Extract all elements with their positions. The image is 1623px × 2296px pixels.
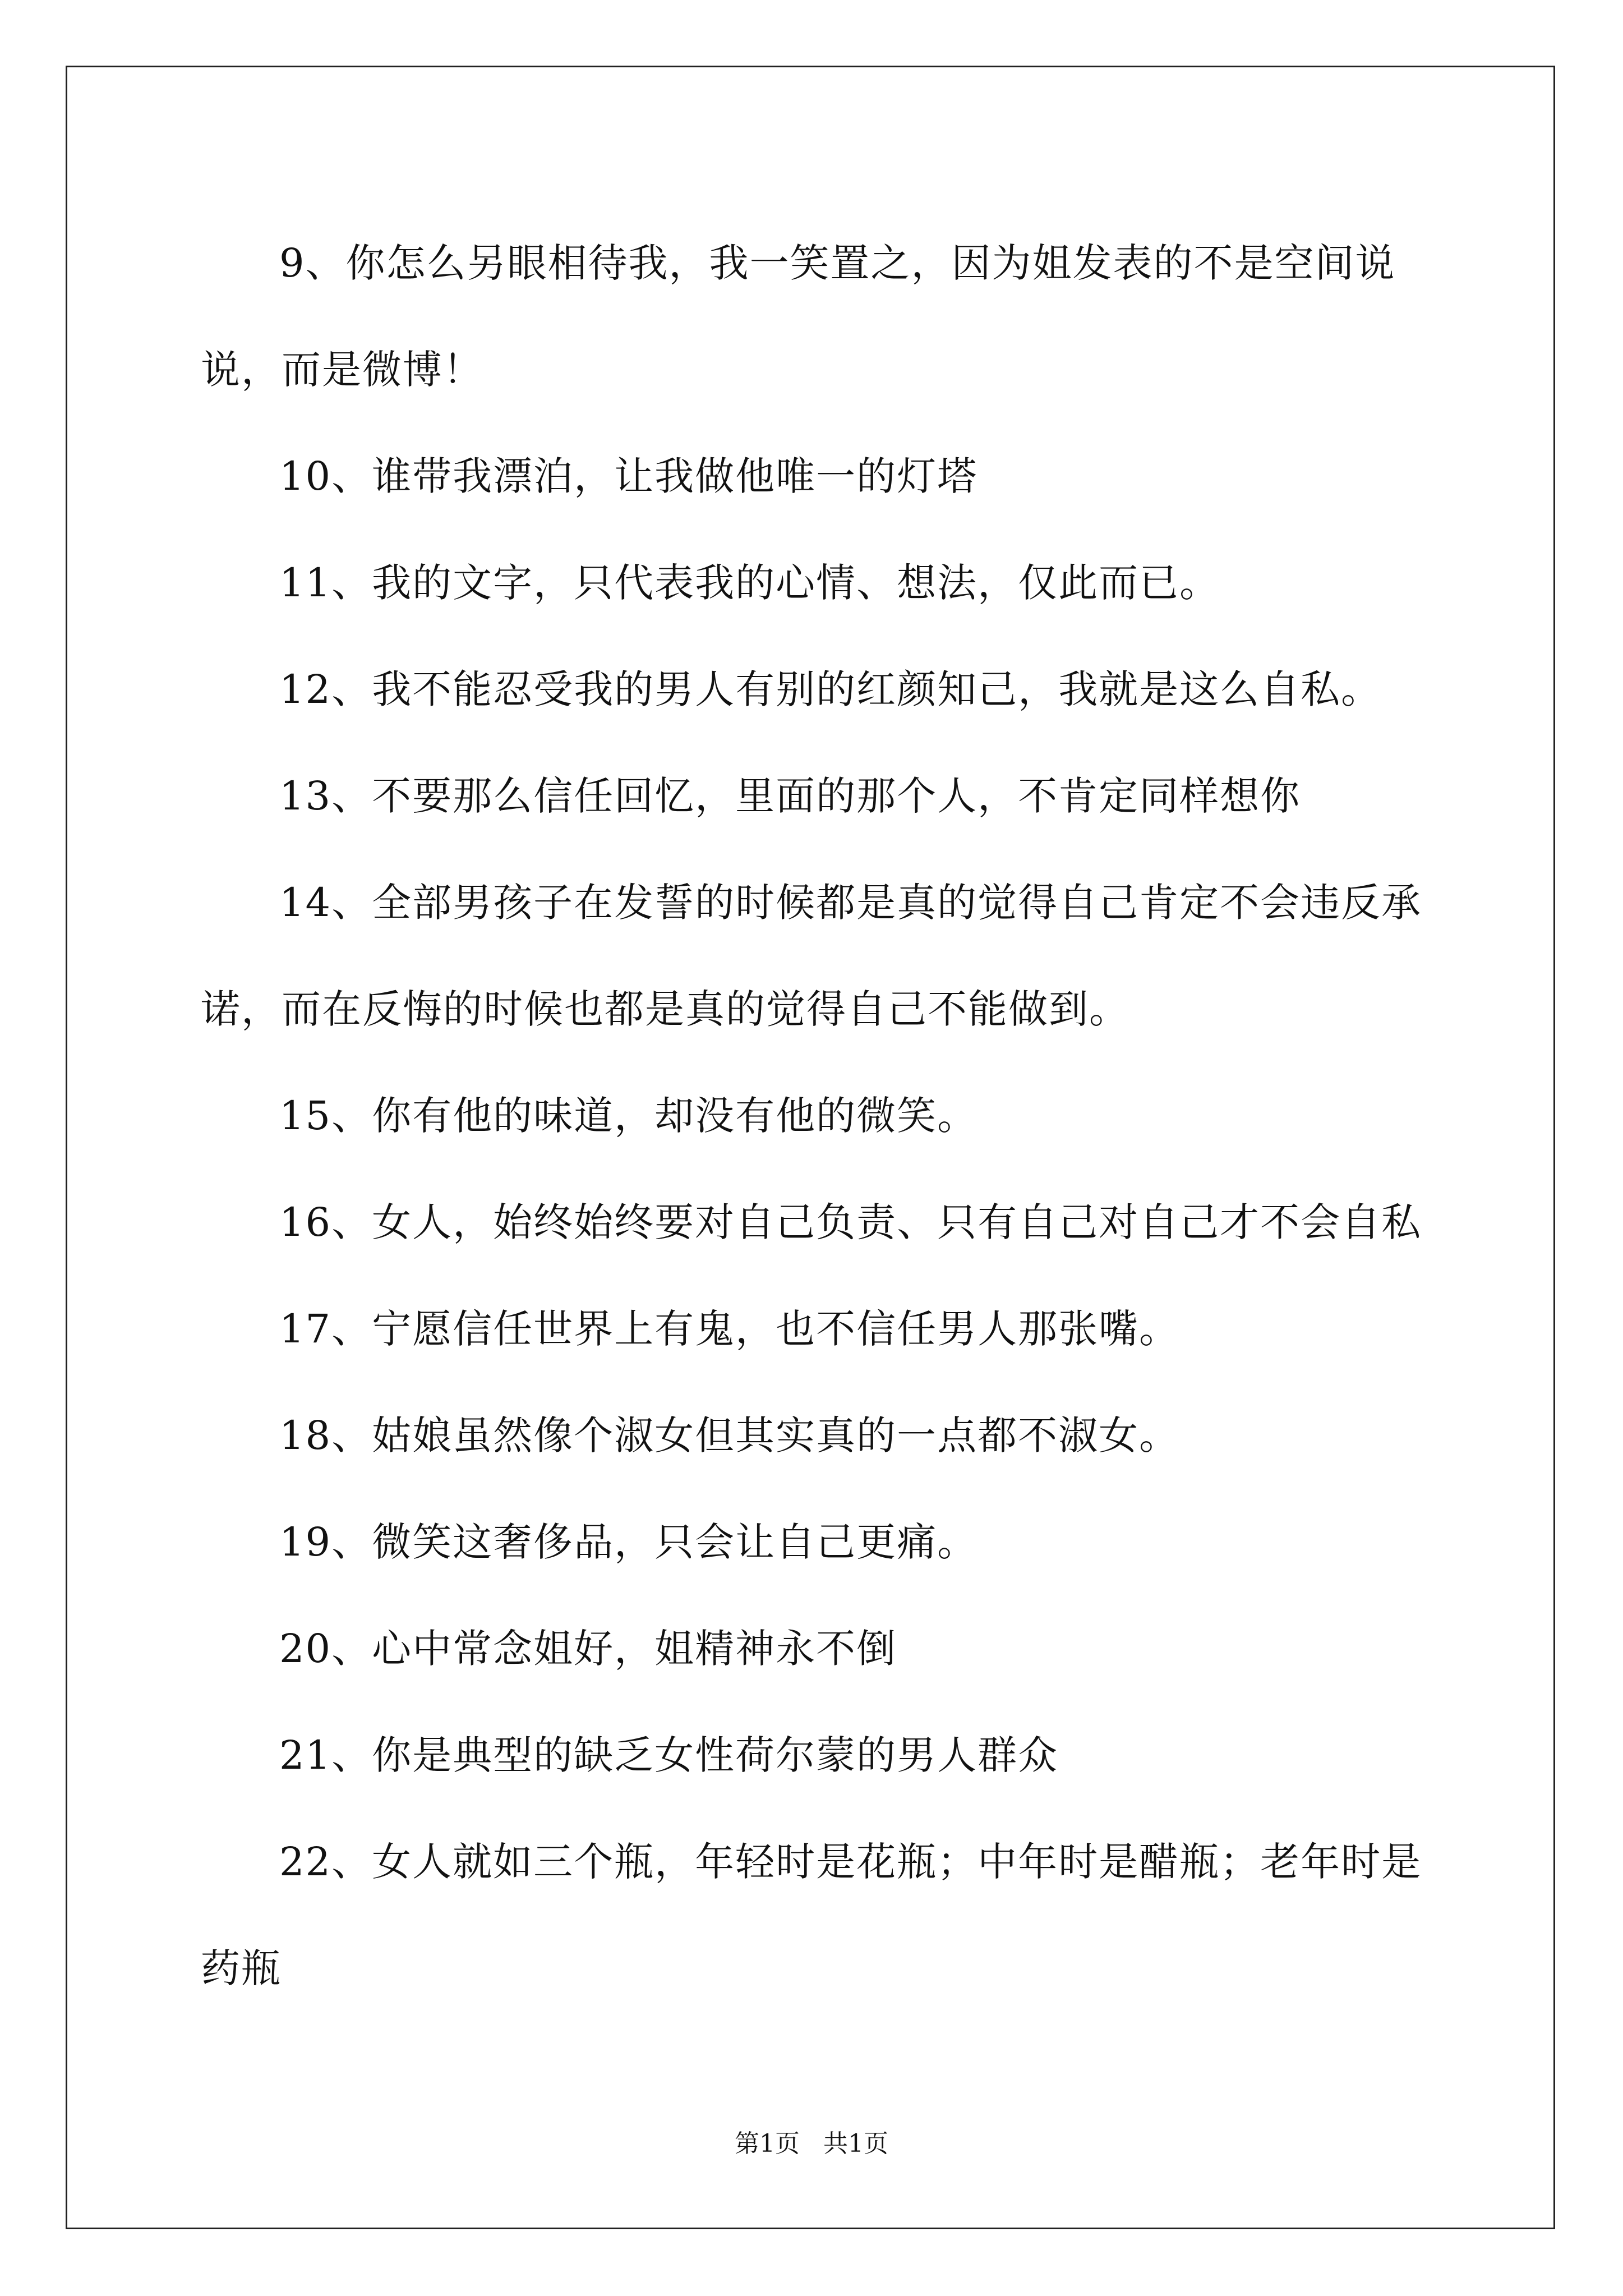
paragraph-21: 21、你是典型的缺乏女性荷尔蒙的男人群众 bbox=[279, 1732, 1059, 1778]
page-number-footer: 第1页 共1页 bbox=[735, 2129, 888, 2158]
paragraph-19: 19、微笑这奢侈品，只会让自己更痛。 bbox=[279, 1519, 978, 1565]
paragraph-9: 9、你怎么另眼相待我，我一笑置之，因为姐发表的不是空间说说，而是微博！ bbox=[201, 240, 1396, 393]
paragraph-13: 13、不要那么信任回忆，里面的那个人，不肯定同样想你 bbox=[279, 773, 1301, 819]
paragraph-14: 14、全部男孩子在发誓的时候都是真的觉得自己肯定不会违反承诺，而在反悔的时候也都是真的觉得自己不能做到。 bbox=[201, 880, 1422, 1032]
paragraph-15: 15、你有他的味道，却没有他的微笑。 bbox=[279, 1093, 978, 1139]
paragraph-10: 10、谁带我漂泊，让我做他唯一的灯塔 bbox=[279, 453, 978, 499]
paragraph-18: 18、姑娘虽然像个淑女但其实真的一点都不淑女。 bbox=[279, 1412, 1180, 1458]
document-body bbox=[201, 210, 1435, 2022]
paragraph-20: 20、心中常念姐好，姐精神永不倒 bbox=[279, 1626, 897, 1672]
paragraph-12: 12、我不能忍受我的男人有别的红颜知己，我就是这么自私。 bbox=[279, 666, 1382, 712]
paragraph-11: 11、我的文字，只代表我的心情、想法，仅此而已。 bbox=[279, 560, 1220, 606]
paragraph-22: 22、女人就如三个瓶，年轻时是花瓶；中年时是醋瓶；老年时是药瓶 bbox=[201, 1839, 1422, 1991]
paragraph-17: 17、宁愿信任世界上有鬼，也不信任男人那张嘴。 bbox=[279, 1306, 1180, 1352]
paragraph-16: 16、女人，始终始终要对自己负责、只有自己对自己才不会自私 bbox=[279, 1199, 1422, 1245]
